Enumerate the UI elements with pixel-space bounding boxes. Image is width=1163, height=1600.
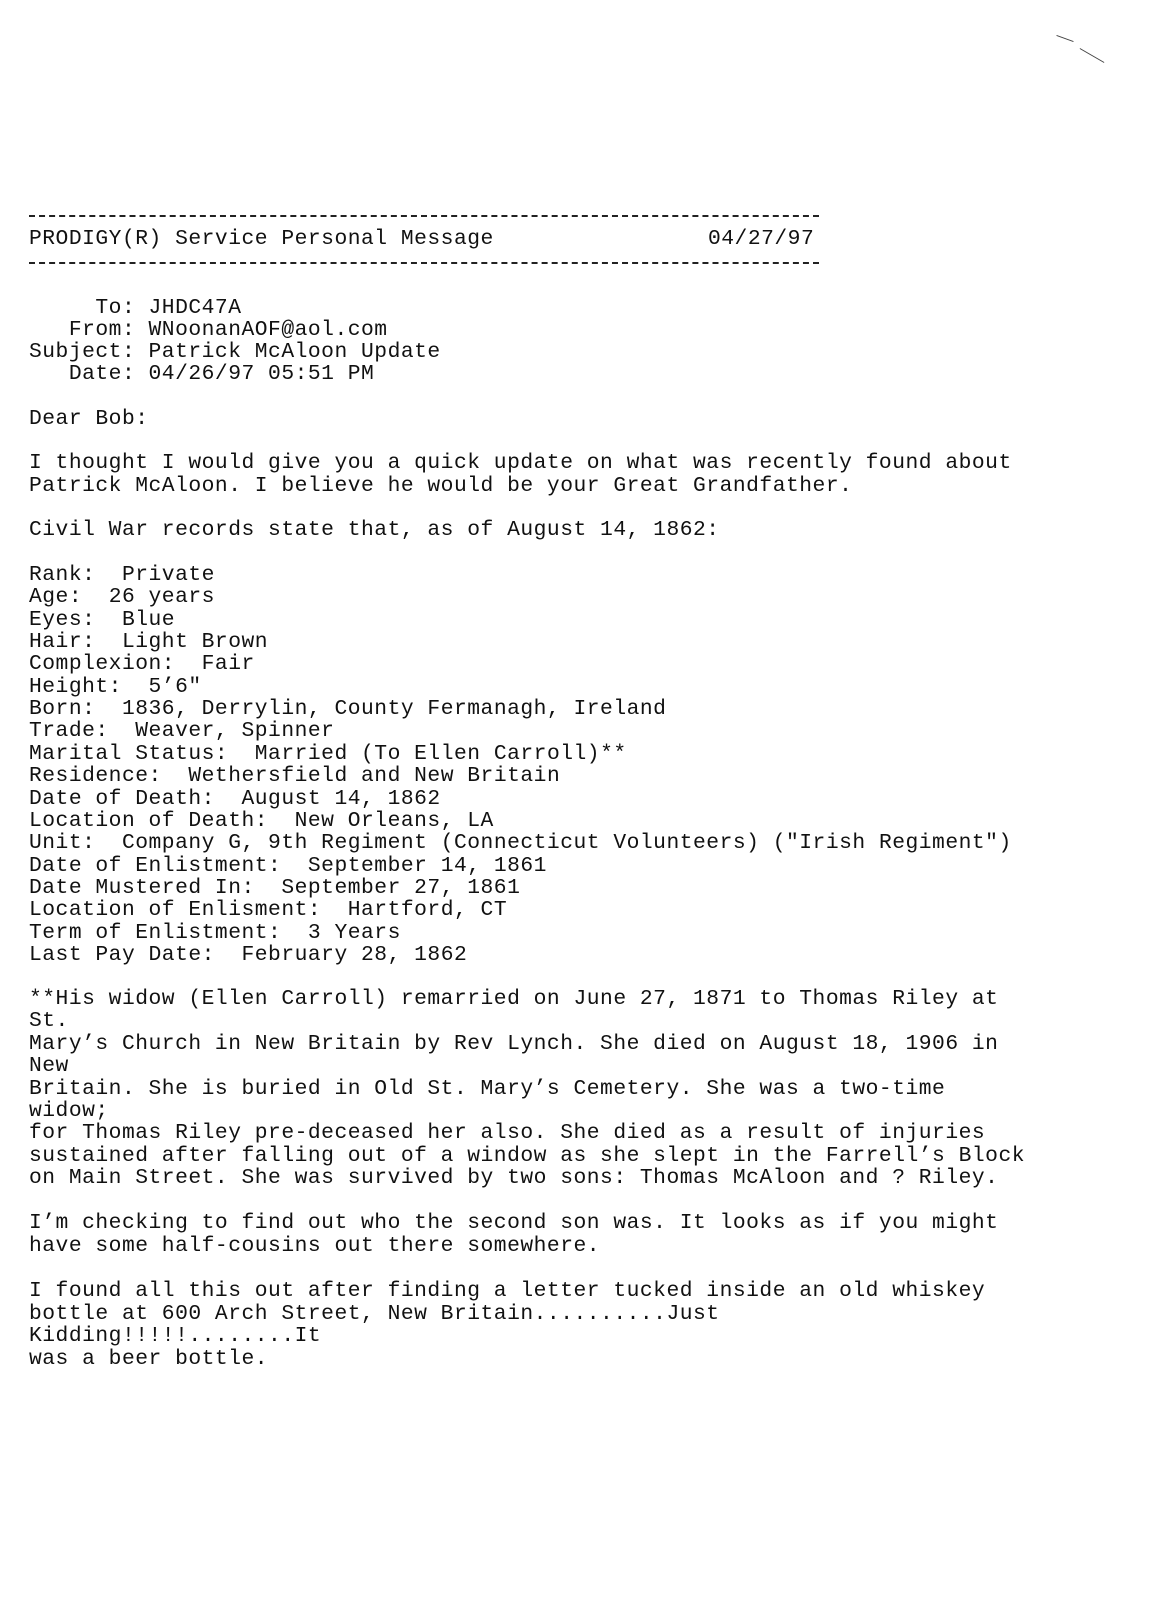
meta-row xyxy=(29,341,441,364)
meta-value[interactable]: WNoonanAOF@aol.com xyxy=(148,318,388,342)
record-label: Location of Death: xyxy=(29,808,269,833)
record-value: Hartford, CT xyxy=(347,898,508,923)
meta-row xyxy=(29,363,374,386)
closing-line: bottle at 600 Arch Street, New Britain..........Just xyxy=(29,1301,720,1326)
record-row xyxy=(29,653,255,676)
record-row xyxy=(29,855,547,878)
meta-value: JHDC47A xyxy=(148,296,242,320)
record-label: Trade: xyxy=(29,719,109,744)
record-row xyxy=(29,877,520,900)
widow-line: widow; xyxy=(29,1099,109,1123)
meta-row xyxy=(29,319,388,342)
widow-line: New xyxy=(29,1054,69,1079)
record-row xyxy=(29,631,268,654)
record-label: Date of Enlistment: xyxy=(29,853,282,878)
header-rule-bottom xyxy=(29,262,819,264)
record-row xyxy=(29,788,441,811)
checking-line: I’m checking to find out who the second son was. It looks as if you might xyxy=(29,1211,999,1235)
record-label: Term of Enlistment: xyxy=(29,920,282,945)
widow-line: Britain. She is buried in Old St. Mary’s Cemetery. She was a two-time xyxy=(29,1076,946,1101)
record-value: 1836, Derrylin, County Fermanagh, Ireland xyxy=(121,697,667,722)
record-row xyxy=(29,743,627,766)
record-label: Date Mustered In: xyxy=(29,875,255,900)
record-value: August 14, 1862 xyxy=(241,786,441,811)
record-label: Eyes: xyxy=(29,607,96,632)
scan-mark-2 xyxy=(1080,48,1105,63)
record-label: Marital Status: xyxy=(29,741,229,766)
record-label: Hair: xyxy=(29,630,96,655)
record-label: Rank: xyxy=(29,563,96,587)
record-value: 5’6" xyxy=(148,674,202,699)
meta-label: From: xyxy=(29,318,136,342)
record-label: Unit: xyxy=(29,831,96,856)
record-value: February 28, 1862 xyxy=(241,942,468,967)
widow-line: St. xyxy=(29,1009,69,1034)
record-value: Company G, 9th Regiment (Connecticut Volunteers) ("Irish Regiment") xyxy=(121,831,1012,856)
record-value: 3 Years xyxy=(307,920,401,945)
record-value: September 14, 1861 xyxy=(307,853,547,878)
checking-line: have some half-cousins out there somewhere. xyxy=(29,1233,601,1258)
record-label: Last Pay Date: xyxy=(29,942,215,967)
record-row xyxy=(29,810,494,833)
meta-label: Subject: xyxy=(29,340,136,364)
record-row xyxy=(29,609,175,632)
record-value: Blue xyxy=(121,607,176,632)
record-label: Location of Enlisment: xyxy=(29,898,322,923)
record-label: Age: xyxy=(29,585,83,610)
meta-label: Date: xyxy=(29,362,136,386)
record-row xyxy=(29,899,507,922)
record-value: Light Brown xyxy=(121,630,269,655)
record-row xyxy=(29,922,401,945)
meta-value: Patrick McAloon Update xyxy=(148,340,441,364)
widow-line: sustained after falling out of a window as she slept in the Farrell’s Block xyxy=(29,1143,1026,1168)
header-date: 04/27/97 xyxy=(708,227,815,251)
record-row xyxy=(29,944,467,967)
record-row xyxy=(29,720,334,743)
intro-line: I thought I would give you a quick update on what was recently found about xyxy=(29,451,1012,475)
meta-row xyxy=(29,297,242,320)
closing-line: was a beer bottle. xyxy=(29,1346,269,1371)
widow-line: for Thomas Riley pre-deceased her also. She died as a result of injuries xyxy=(29,1121,986,1146)
salutation: Dear Bob: xyxy=(29,407,149,431)
record-value: Fair xyxy=(201,652,255,677)
widow-line: Mary’s Church in New Britain by Rev Lynch. She died on August 18, 1906 in xyxy=(29,1031,999,1056)
scan-mark-1 xyxy=(1056,35,1073,42)
record-row xyxy=(29,832,1012,855)
record-row xyxy=(29,698,666,721)
meta-label: To: xyxy=(29,296,136,320)
record-row xyxy=(29,586,215,609)
service-title: PRODIGY(R) Service Personal Message xyxy=(29,227,494,251)
intro-line: Patrick McAloon. I believe he would be your Great Grandfather. xyxy=(29,473,853,498)
closing-line: I found all this out after finding a letter tucked inside an old whiskey xyxy=(29,1279,986,1303)
record-value: 26 years xyxy=(108,585,215,610)
record-value: September 27, 1861 xyxy=(281,875,521,900)
widow-line: **His widow (Ellen Carroll) remarried on June 27, 1871 to Thomas Riley at xyxy=(29,987,999,1011)
record-label: Complexion: xyxy=(29,652,176,677)
meta-value: 04/26/97 05:51 PM xyxy=(148,362,375,386)
record-row xyxy=(29,765,560,788)
record-row xyxy=(29,564,215,587)
record-row xyxy=(29,676,202,699)
record-label: Residence: xyxy=(29,764,162,789)
records-intro: Civil War records state that, as of August 14, 1862: xyxy=(29,518,720,542)
record-label: Height: xyxy=(29,674,122,699)
record-value: Private xyxy=(121,563,215,587)
header-rule-top xyxy=(29,215,819,217)
record-value: New Orleans, LA xyxy=(294,808,494,833)
widow-line: on Main Street. She was survived by two sons: Thomas McAloon and ? Riley. xyxy=(29,1166,999,1191)
closing-line: Kidding!!!!!........It xyxy=(29,1324,322,1348)
record-value: Married (To Ellen Carroll)** xyxy=(254,741,627,766)
record-label: Date of Death: xyxy=(29,786,215,811)
record-label: Born: xyxy=(29,697,96,722)
record-value: Wethersfield and New Britain xyxy=(188,764,561,789)
record-value: Weaver, Spinner xyxy=(135,719,335,744)
